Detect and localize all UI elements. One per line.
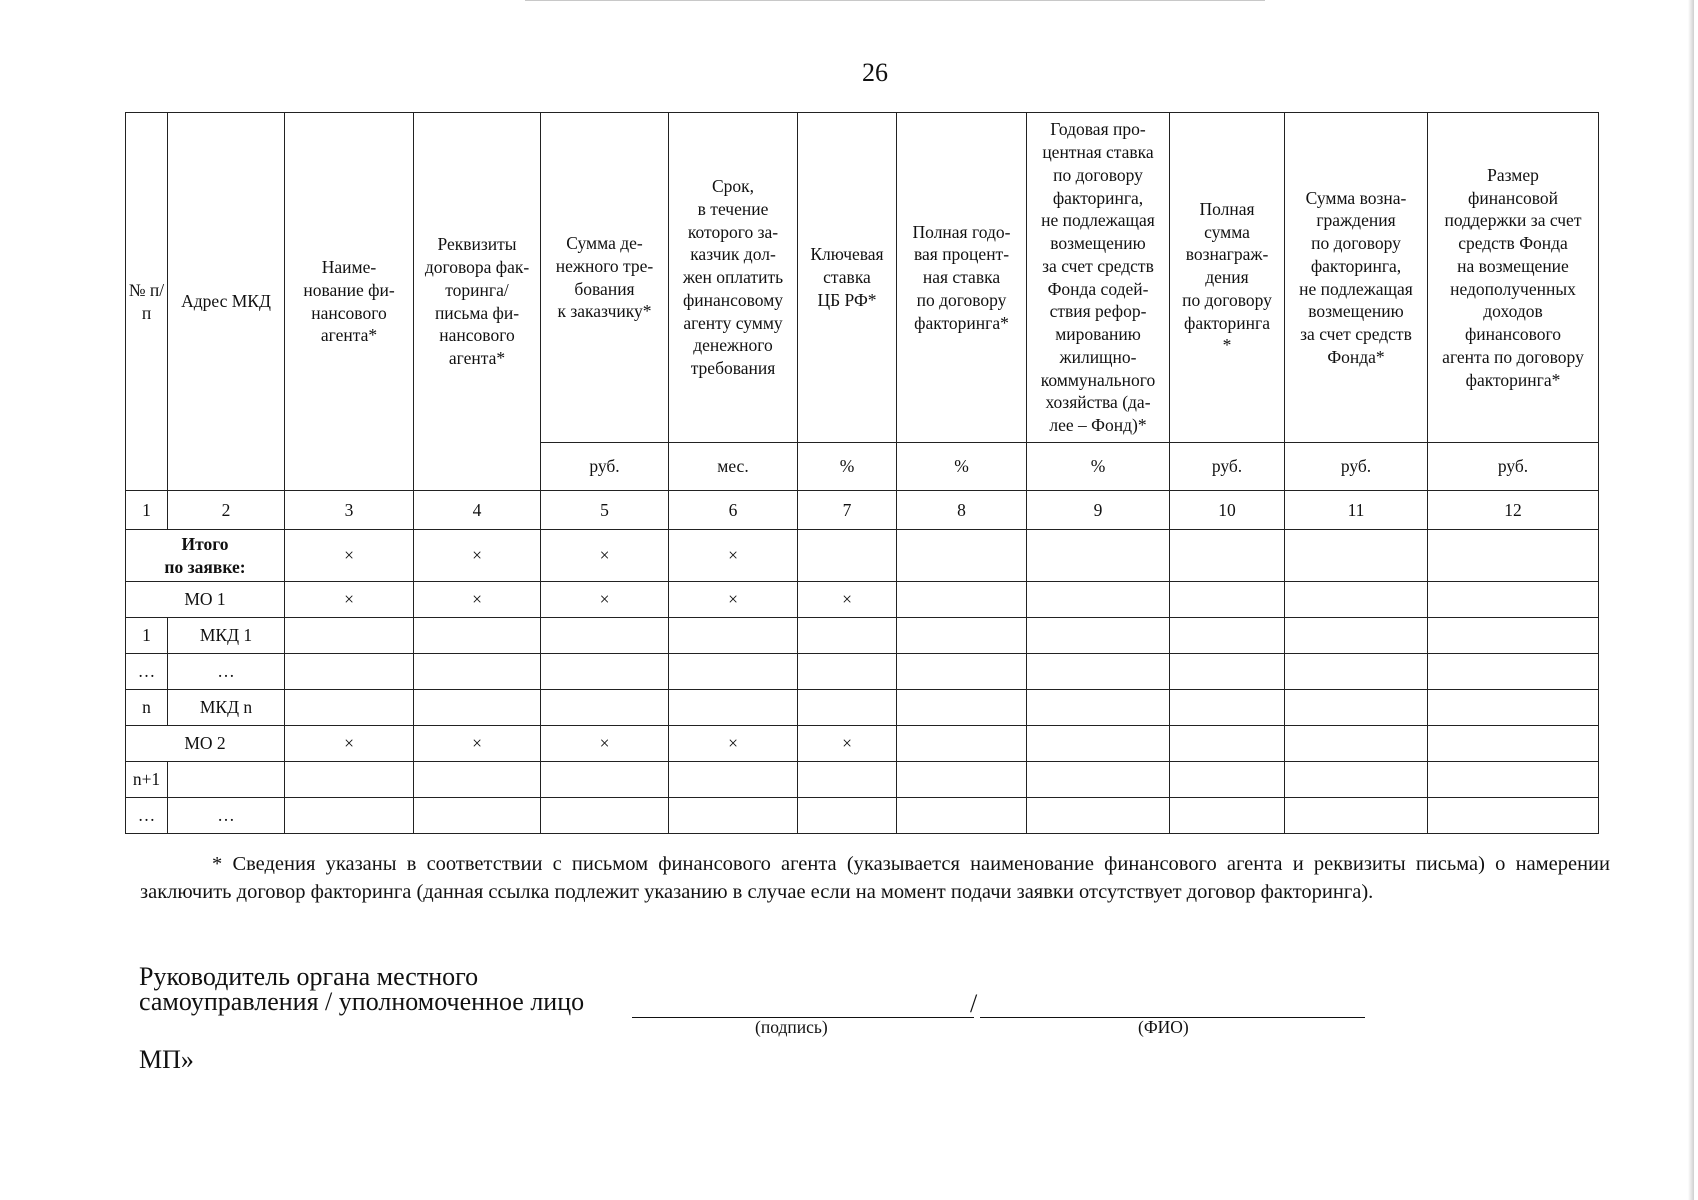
empty-cell [897,654,1027,690]
empty-cell [285,618,414,654]
cross-mark: × [541,726,669,762]
header-cell [285,113,414,491]
empty-cell [798,654,897,690]
empty-cell [1170,582,1285,618]
row-number: 1 [126,618,168,654]
cross-mark: × [285,726,414,762]
unit-cell: руб. [1285,443,1428,491]
empty-cell [1428,726,1599,762]
cross-mark: × [414,530,541,582]
empty-cell [897,726,1027,762]
empty-cell [1428,690,1599,726]
empty-cell [285,762,414,798]
unit-cell: % [897,443,1027,491]
column-number: 2 [168,491,285,530]
empty-cell [1285,530,1428,582]
empty-cell [1170,762,1285,798]
cross-mark: × [541,582,669,618]
signatory-title-line1: Руководитель органа местного [139,962,479,991]
empty-cell [897,530,1027,582]
cross-mark: × [541,530,669,582]
empty-cell [669,798,798,834]
empty-cell [1027,726,1170,762]
empty-cell [1170,654,1285,690]
empty-cell [414,654,541,690]
empty-cell [1027,798,1170,834]
empty-cell [897,618,1027,654]
mo-label: МО 1 [126,582,285,618]
signature-separator: / [970,989,978,1018]
empty-cell [1285,690,1428,726]
row-number: … [126,798,168,834]
cross-mark: × [669,726,798,762]
empty-cell [414,798,541,834]
empty-cell [285,798,414,834]
empty-cell [1170,618,1285,654]
header-label: Реквизиты договора фак- торинга/ письма фи- нансового агента* [424,234,530,368]
column-number: 5 [541,491,669,530]
row-address: … [168,798,285,834]
empty-cell [1428,530,1599,582]
total-label: Итого по заявке: [126,530,285,582]
column-number-row [126,491,1599,530]
empty-cell [669,618,798,654]
empty-cell [798,690,897,726]
empty-cell [1027,690,1170,726]
empty-cell [1170,690,1285,726]
row-number: n [126,690,168,726]
mo-row [126,582,1599,618]
page-number: 26 [862,58,888,87]
footnote: * Сведения указаны в соответствии с письмом финансового агента (указывается наименование финансового агента и реквизиты письма) о намерении заключить договор факторинга (данная ссылка подлежит указанию в случае если на момент подачи заявки отсутствует договор факторинга). [140,853,1610,903]
signature-caption: (подпись) [755,1017,828,1037]
header-label: Годовая про- центная ставка по договору факторинга, не подлежащая возмещению за счет средств Фонда содей- ствия рефор- мированию жилищно- коммунального хозяйства (да- лее – Фонд)* [1040,119,1156,435]
header-label: Полная сумма вознаграж- дения по договору факторинга * [1182,198,1272,356]
header-cell [669,113,798,443]
header-cell [1285,113,1428,443]
empty-cell [1428,654,1599,690]
empty-cell [541,654,669,690]
cross-mark: × [285,582,414,618]
header-label: Срок, в течение которого за- казчик дол- жен оплатить финансовому агенту сумму денежного требования [682,176,784,379]
table-row [126,762,1599,798]
empty-cell [541,618,669,654]
report-table [125,112,1599,834]
cross-mark: × [414,582,541,618]
column-number: 3 [285,491,414,530]
empty-cell [541,798,669,834]
top-rule [525,0,1265,1]
column-number: 4 [414,491,541,530]
header-cell [126,113,168,491]
row-address: МКД 1 [168,618,285,654]
column-number: 11 [1285,491,1428,530]
empty-cell [798,530,897,582]
header-cell [1027,113,1170,443]
empty-cell [669,654,798,690]
empty-cell [541,762,669,798]
column-number: 9 [1027,491,1170,530]
empty-cell [1170,726,1285,762]
row-number: n+1 [126,762,168,798]
empty-cell [414,690,541,726]
empty-cell [798,618,897,654]
empty-cell [897,762,1027,798]
empty-cell [414,618,541,654]
empty-cell [798,762,897,798]
unit-cell: руб. [1428,443,1599,491]
empty-cell [1428,582,1599,618]
unit-cell: % [798,443,897,491]
header-label: Сумма де- нежного тре- бования к заказчику* [555,233,654,322]
cross-mark: × [798,726,897,762]
unit-cell: % [1027,443,1170,491]
cross-mark: × [669,530,798,582]
mo-label: МО 2 [126,726,285,762]
empty-cell [897,582,1027,618]
empty-cell [1170,798,1285,834]
empty-cell [1285,654,1428,690]
name-caption: (ФИО) [1138,1017,1189,1037]
total-row [126,530,1599,582]
cross-mark: × [414,726,541,762]
row-address: … [168,654,285,690]
seal-place-label: МП» [139,1045,194,1074]
empty-cell [285,690,414,726]
header-cell [168,113,285,491]
header-cell [798,113,897,443]
empty-cell [1428,762,1599,798]
empty-cell [1285,762,1428,798]
header-label: Адрес МКД [181,291,271,312]
empty-cell [541,690,669,726]
unit-cell: мес. [669,443,798,491]
empty-cell [1027,762,1170,798]
empty-cell [669,690,798,726]
empty-cell [1027,654,1170,690]
column-number: 12 [1428,491,1599,530]
empty-cell [285,654,414,690]
empty-cell [414,762,541,798]
row-number: … [126,654,168,690]
mo-row [126,726,1599,762]
empty-cell [1027,582,1170,618]
signatory-title-line2: самоуправления / уполномоченное лицо [139,987,585,1016]
cross-mark: × [669,582,798,618]
empty-cell [1428,798,1599,834]
table-row [126,654,1599,690]
header-label: Размер финансовой поддержки за счет средств Фонда на возмещение недополученных доходов финансового агента по договору факторинга* [1442,164,1584,390]
header-label: № п/п [128,279,165,323]
unit-cell: руб. [1170,443,1285,491]
header-row [126,113,1599,443]
empty-cell [1170,530,1285,582]
empty-cell [798,798,897,834]
empty-cell [1027,618,1170,654]
header-label: Ключевая ставка ЦБ РФ* [810,244,884,310]
cross-mark: × [798,582,897,618]
header-cell [541,113,669,443]
header-cell [1428,113,1599,443]
header-label: Наиме- нование фи- нансового агента* [303,257,395,346]
column-number: 7 [798,491,897,530]
signatory-block [139,964,584,1014]
empty-cell [1428,618,1599,654]
empty-cell [1285,726,1428,762]
unit-cell: руб. [541,443,669,491]
table-row [126,690,1599,726]
empty-cell [1285,798,1428,834]
header-label: Сумма возна- граждения по договору факторинга, не подлежащая возмещению за счет средств Фонда* [1299,187,1413,367]
page-edge-shadow [1688,0,1694,1200]
table-row [126,798,1599,834]
row-address [168,762,285,798]
table-row [126,618,1599,654]
row-address: МКД n [168,690,285,726]
column-number: 6 [669,491,798,530]
empty-cell [897,690,1027,726]
header-cell [897,113,1027,443]
header-label: Полная годо- вая процент- ная ставка по договору факторинга* [912,221,1011,333]
header-cell [414,113,541,491]
empty-cell [1285,618,1428,654]
column-number: 1 [126,491,168,530]
cross-mark: × [285,530,414,582]
empty-cell [897,798,1027,834]
empty-cell [1285,582,1428,618]
empty-cell [669,762,798,798]
column-number: 10 [1170,491,1285,530]
header-cell [1170,113,1285,443]
column-number: 8 [897,491,1027,530]
empty-cell [1027,530,1170,582]
